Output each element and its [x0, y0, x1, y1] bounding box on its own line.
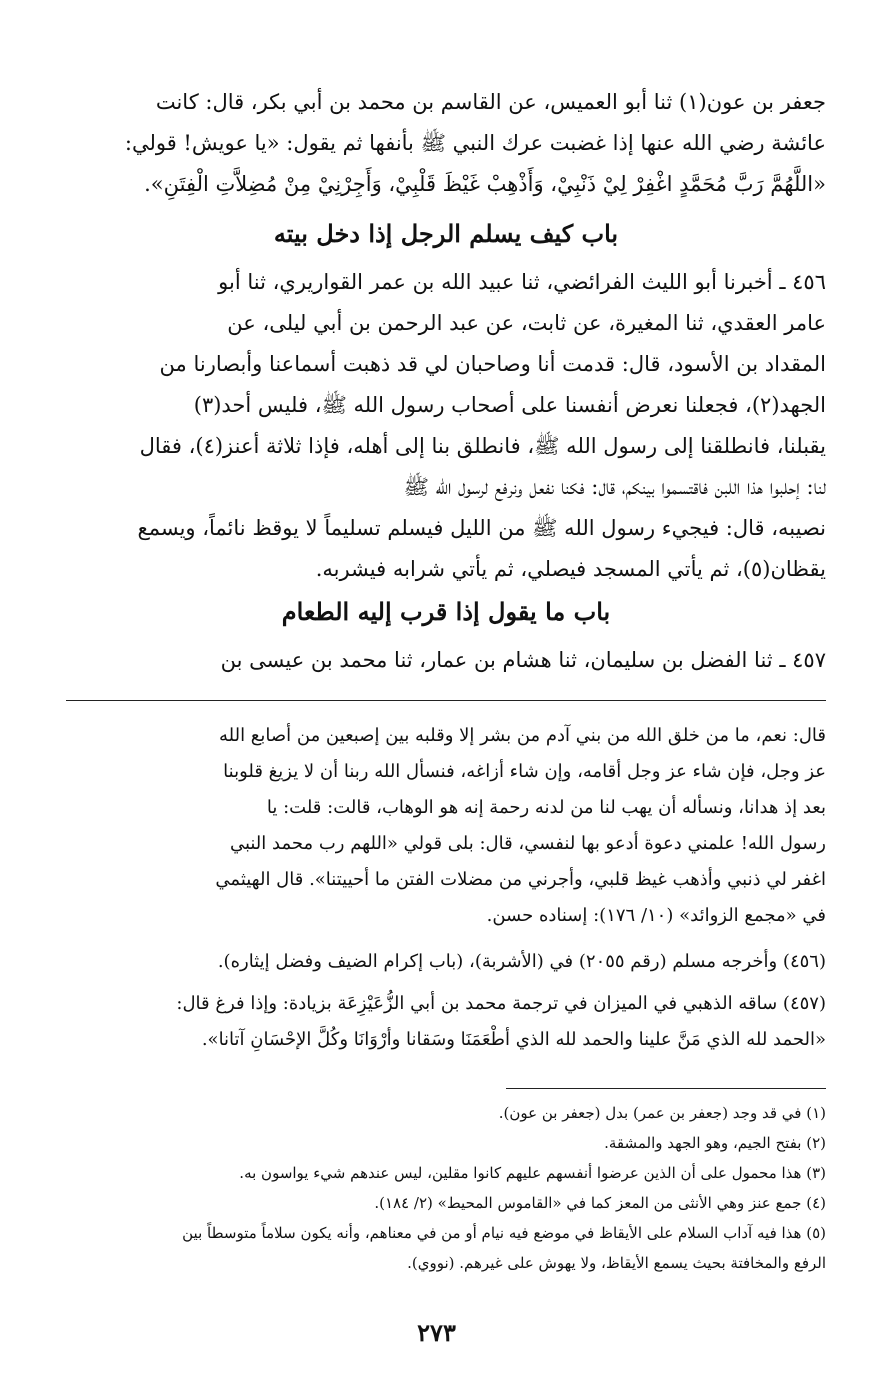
page-number: ٢٧٣	[417, 1318, 456, 1347]
text-line: (٤٥٧) ساقه الذهبي في الميزان في ترجمة محمد بن أبي الزُّعَيْزِعَة بزيادة: وإذا فرغ قال:	[176, 993, 826, 1014]
footnote-5-continued: الرفع والمخافتة بحيث يسمع الأيقاظ، ولا يهوش على غيرهم. (نووي).	[407, 1254, 826, 1272]
opening-paragraph	[66, 82, 826, 205]
footnotes	[66, 1098, 826, 1278]
text-line: يقظان(٥)، ثم يأتي المسجد فيصلي، ثم يأتي شرابه فيشربه.	[315, 557, 826, 581]
text-line: اغفر لي ذنبي وأذهب غيظ قلبي، وأجرني من مضلات الفتن ما أحييتنا». قال الهيثمي	[215, 869, 826, 890]
text-line: ٤٥٧ ـ ثنا الفضل بن سليمان، ثنا هشام بن عمار، ثنا محمد بن عيسى بن	[220, 648, 826, 672]
note-457	[66, 986, 826, 1058]
footnote-1: (١) في قد وجد (جعفر بن عمر) بدل (جعفر بن عون).	[498, 1104, 826, 1122]
text-line: ٤٥٦ ـ أخبرنا أبو الليث الفرائضي، ثنا عبيد الله بن عمر القواريري، ثنا أبو	[218, 270, 826, 294]
commentary-block	[66, 718, 826, 934]
text-line: قال: نعم، ما من خلق الله من بني آدم من بشر إلا وقلبه بين إصبعين من أصابع الله	[218, 725, 826, 746]
text-line: لنا: إحلبوا هذا اللبن فاقتسموا بينكم، قال: فكنا نفعل ونرفع لرسول الله ﷺ	[403, 475, 826, 499]
text-line: يقبلنا، فانطلقنا إلى رسول الله ﷺ، فانطلق بنا إلى أهله، فإذا ثلاثة أعنز(٤)، فقال	[139, 434, 826, 458]
text-line: (٤٥٦) وأخرجه مسلم (رقم ٢٠٥٥) في (الأشربة)، (باب إكرام الضيف وفضل إيثاره).	[217, 951, 826, 972]
main-text-divider	[66, 700, 826, 701]
text-line: رسول الله! علمني دعوة أدعو بها لنفسي، قال: بلى قولي «اللهم رب محمد النبي	[229, 833, 826, 854]
text-line: عامر العقدي، ثنا المغيرة، عن ثابت، عن عبد الرحمن بن أبي ليلى، عن	[227, 311, 826, 335]
text-line: نصيبه، قال: فيجيء رسول الله ﷺ من الليل فيسلم تسليماً لا يوقظ نائماً، ويسمع	[137, 516, 826, 540]
hadith-457	[66, 640, 826, 681]
text-line: «الحمد لله الذي مَنَّ علينا والحمد لله الذي أطْعَمَنَا وسَقانا وأرْوَانَا وكُلَّ الإحْسَانِ آتانا».	[201, 1029, 826, 1050]
text-line: جعفر بن عون(١) ثنا أبو العميس، عن القاسم بن محمد بن أبي بكر، قال: كانت	[155, 90, 826, 114]
footnote-divider	[506, 1088, 826, 1089]
chapter-heading-greeting: باب كيف يسلم الرجل إذا دخل بيته	[273, 219, 619, 248]
footnote-4: (٤) جمع عنز وهي الأنثى من المعز كما في «القاموس المحيط» (٢/ ١٨٤).	[374, 1194, 826, 1212]
footnote-5: (٥) هذا فيه آداب السلام على الأيقاظ في موضع فيه نيام أو من في معناهم، وأنه يكون سلاماً متوسطاً بين	[182, 1224, 826, 1242]
footnote-3: (٣) هذا محمول على أن الذين عرضوا أنفسهم عليهم كانوا مقلين، ليس عندهم شيء يواسون به.	[239, 1164, 826, 1182]
text-line: المقداد بن الأسود، قال: قدمت أنا وصاحبان لي قد ذهبت أسماعنا وأبصارنا من	[159, 352, 826, 376]
text-line: عائشة رضي الله عنها إذا غضبت عرك النبي ﷺ بأنفها ثم يقول: «يا عويش! قولي:	[124, 131, 826, 155]
footnote-2: (٢) بفتح الجيم، وهو الجهد والمشقة.	[604, 1134, 826, 1152]
chapter-heading-food: باب ما يقول إذا قرب إليه الطعام	[281, 597, 611, 626]
hadith-456	[66, 262, 826, 590]
text-line: في «مجمع الزوائد» (١٠/ ١٧٦): إسناده حسن.	[486, 905, 826, 926]
text-line: عز وجل، فإن شاء عز وجل أقامه، وإن شاء أزاغه، فنسأل الله ربنا أن لا يزيغ قلوبنا	[223, 761, 826, 782]
text-line: بعد إذ هدانا، ونسأله أن يهب لنا من لدنه رحمة إنه هو الوهاب، قالت: قلت: يا	[266, 797, 826, 818]
text-line: «اللَّهُمَّ رَبَّ مُحَمَّدٍ اغْفِرْ لِيْ ذَنْبِيْ، وَأَذْهِبْ غَيْظَ قَلْبِيْ، وَأَجِرْنِيْ مِنْ مُضِلاَّتِ الْفِتَنِ».	[144, 172, 826, 196]
text-line: الجهد(٢)، فجعلنا نعرض أنفسنا على أصحاب رسول الله ﷺ، فليس أحد(٣)	[193, 393, 826, 417]
note-456	[66, 944, 826, 980]
